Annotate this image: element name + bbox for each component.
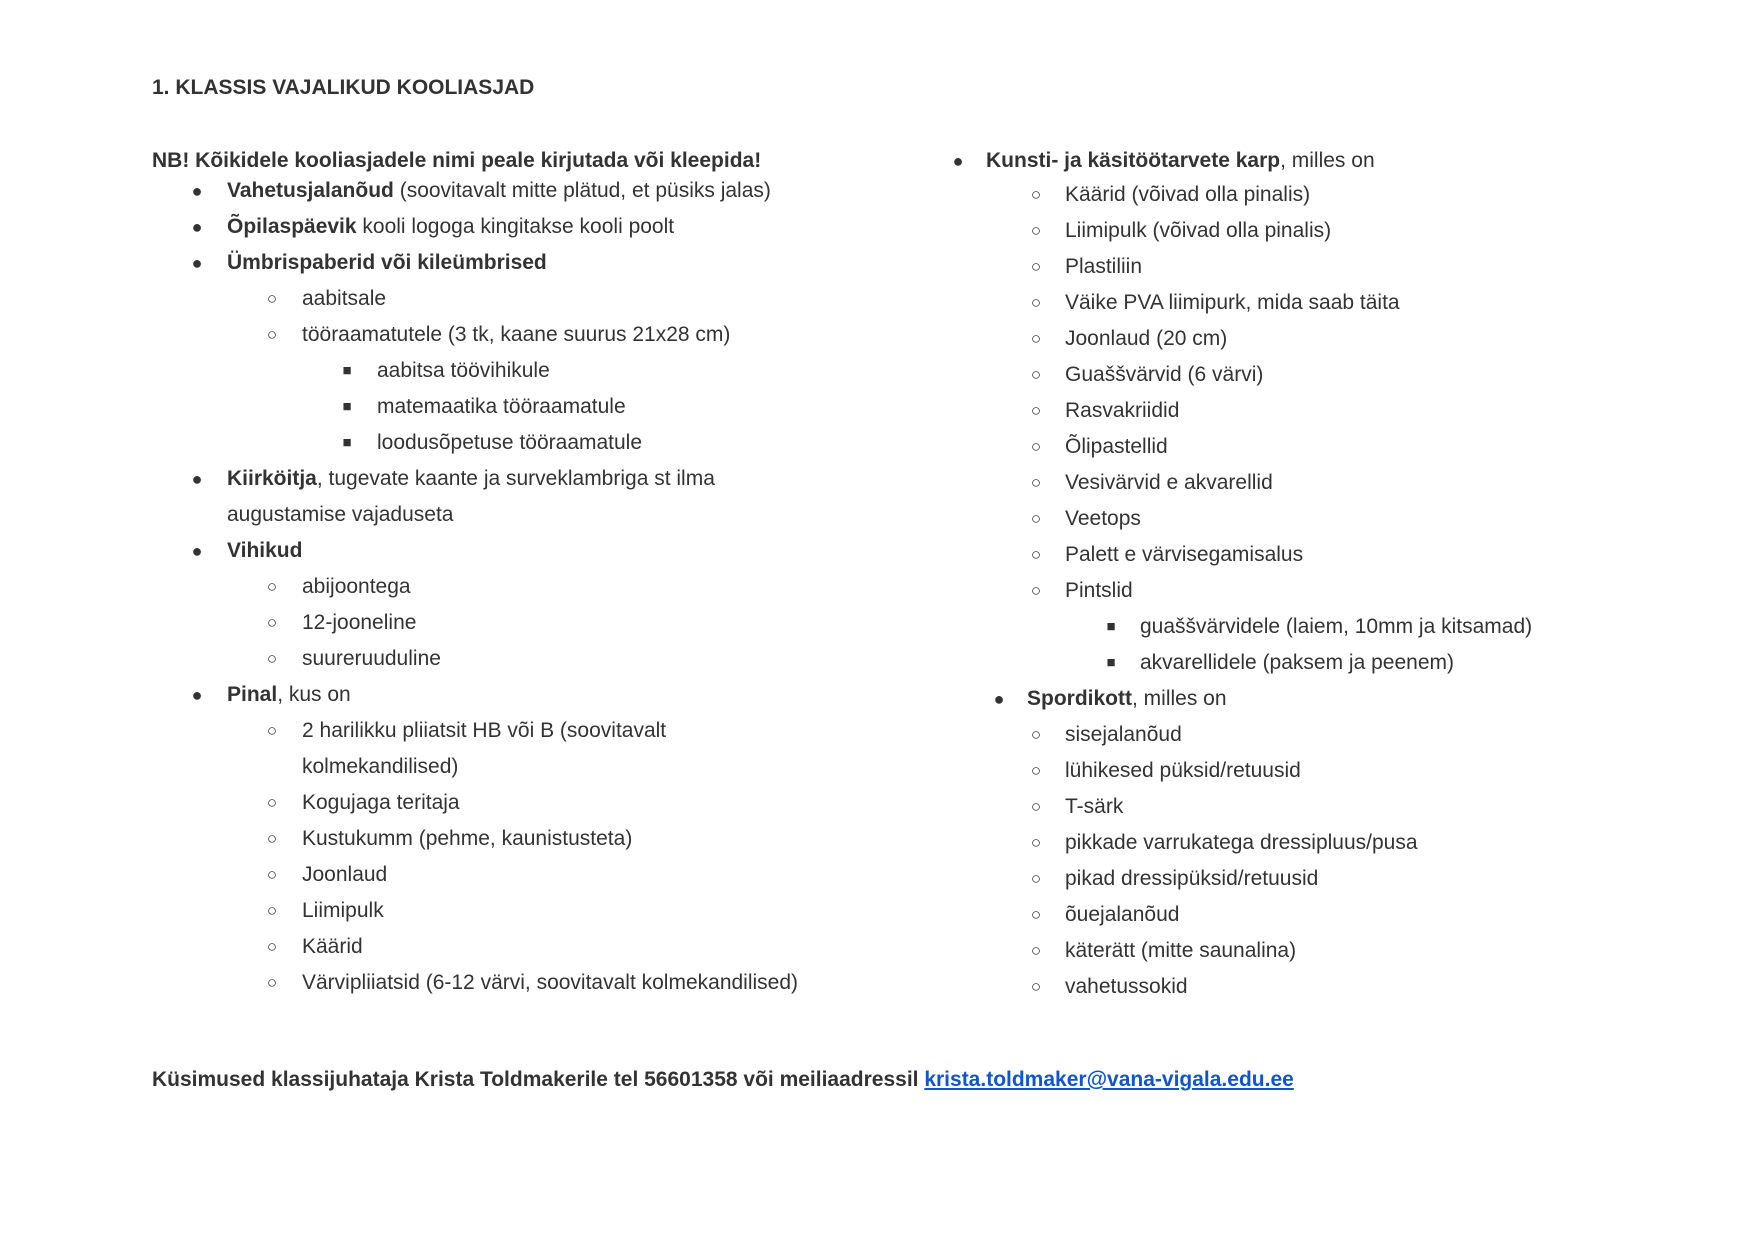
list-item: [152, 209, 952, 245]
left-column: [152, 145, 952, 1001]
item-text: loodusõpetuse tööraamatule: [377, 431, 643, 454]
list-item: [152, 461, 952, 497]
item-text: Liimipulk (võivad olla pinalis): [1065, 219, 1332, 242]
item-label: Kunsti- ja käsitöötarvete karp: [986, 149, 1281, 172]
item-text: Guaššvärvid (6 värvi): [1065, 363, 1264, 386]
circle-bullet-icon: ○: [1030, 329, 1042, 348]
circle-bullet-icon: ○: [266, 973, 278, 992]
item-text: , milles on: [1280, 149, 1375, 172]
list-item: [152, 605, 952, 641]
item-text: (soovitavalt mitte plätud, et püsiks jalas): [393, 179, 771, 202]
list-item: [152, 857, 952, 893]
item-text: abijoontega: [302, 575, 411, 598]
list-item: [152, 677, 952, 713]
circle-bullet-icon: ○: [266, 793, 278, 812]
item-text: Rasvakriidid: [1065, 399, 1180, 422]
note-text: NB! Kõikidele kooliasjadele nimi peale kirjutada või kleepida!: [152, 149, 762, 172]
circle-bullet-icon: ○: [266, 937, 278, 956]
item-text: tööraamatutele (3 tk, kaane suurus 21x28 cm): [302, 323, 731, 346]
list-item: [152, 929, 952, 965]
list-item: [152, 785, 952, 821]
list-item: [152, 965, 952, 1001]
item-text: 12-jooneline: [302, 611, 417, 634]
bullet-icon: ●: [191, 253, 203, 273]
right-column: [948, 145, 1728, 1005]
square-bullet-icon: ■: [342, 398, 352, 415]
list-item: [948, 645, 1728, 681]
list-item: [948, 897, 1728, 933]
list-item: [152, 569, 952, 605]
list-item: [948, 789, 1728, 825]
item-text: Õlipastellid: [1065, 435, 1168, 458]
list-item: [152, 281, 952, 317]
list-item: [152, 821, 952, 857]
list-item: [948, 501, 1728, 537]
list-item: [152, 713, 952, 749]
item-text: Vesivärvid e akvarellid: [1065, 471, 1273, 494]
bullet-icon: ●: [191, 181, 203, 201]
item-text: Käärid (võivad olla pinalis): [1065, 183, 1311, 206]
list-item: [948, 969, 1728, 1005]
list-item: [152, 317, 952, 353]
item-label: Õpilaspäevik: [227, 215, 357, 238]
list-item: [948, 213, 1728, 249]
circle-bullet-icon: ○: [1030, 905, 1042, 924]
circle-bullet-icon: ○: [1030, 401, 1042, 420]
list-item: [152, 893, 952, 929]
item-text: Pintslid: [1065, 579, 1133, 602]
list-item: [948, 143, 1728, 177]
item-label: Spordikott: [1027, 687, 1132, 710]
bullet-icon: ●: [191, 469, 203, 489]
circle-bullet-icon: ○: [1030, 437, 1042, 456]
item-text: aabitsa töövihikule: [377, 359, 550, 382]
circle-bullet-icon: ○: [266, 289, 278, 308]
square-bullet-icon: ■: [342, 362, 352, 379]
item-text: Joonlaud: [302, 863, 388, 886]
contact-text: Küsimused klassijuhataja Krista Toldmakerile tel 56601358 või meiliaadressil: [152, 1068, 925, 1091]
list-item: [948, 609, 1728, 645]
item-label: Kiirköitja: [227, 467, 317, 490]
bullet-icon: ●: [191, 217, 203, 237]
item-text: Veetops: [1065, 507, 1141, 530]
item-text: Liimipulk: [302, 899, 384, 922]
square-bullet-icon: ■: [1106, 654, 1116, 671]
list-item-continuation: [152, 749, 952, 785]
square-bullet-icon: ■: [342, 434, 352, 451]
circle-bullet-icon: ○: [1030, 977, 1042, 996]
item-text: Käärid: [302, 935, 363, 958]
item-text: sisejalanõud: [1065, 723, 1182, 746]
circle-bullet-icon: ○: [266, 577, 278, 596]
item-text: käterätt (mitte saunalina): [1065, 939, 1297, 962]
item-text: pikkade varrukatega dressipluus/pusa: [1065, 831, 1418, 854]
circle-bullet-icon: ○: [1030, 221, 1042, 240]
item-text: vahetussokid: [1065, 975, 1188, 998]
circle-bullet-icon: ○: [1030, 581, 1042, 600]
list-item: [948, 285, 1728, 321]
circle-bullet-icon: ○: [266, 901, 278, 920]
item-label: Ümbrispaberid või kileümbrised: [227, 251, 547, 274]
list-item: [152, 425, 952, 461]
item-text: Plastiliin: [1065, 255, 1143, 278]
list-item: [152, 353, 952, 389]
item-text: lühikesed püksid/retuusid: [1065, 759, 1301, 782]
item-text: suureruuduline: [302, 647, 441, 670]
circle-bullet-icon: ○: [1030, 797, 1042, 816]
item-text: Kustukumm (pehme, kaunistusteta): [302, 827, 633, 850]
item-text: Kogujaga teritaja: [302, 791, 460, 814]
list-item: [948, 681, 1728, 717]
circle-bullet-icon: ○: [266, 865, 278, 884]
list-item: [948, 465, 1728, 501]
list-item: [152, 173, 952, 209]
circle-bullet-icon: ○: [266, 613, 278, 632]
circle-bullet-icon: ○: [1030, 293, 1042, 312]
item-text: pikad dressipüksid/retuusid: [1065, 867, 1319, 890]
list-item: [948, 249, 1728, 285]
item-text: Värvipliiatsid (6-12 värvi, soovitavalt kolmekandilised): [302, 971, 799, 994]
list-item: [948, 717, 1728, 753]
item-text: Joonlaud (20 cm): [1065, 327, 1228, 350]
list-item: [152, 389, 952, 425]
list-item: [948, 393, 1728, 429]
list-item: [948, 573, 1728, 609]
item-text: T-särk: [1065, 795, 1124, 818]
item-text: kolmekandilised): [302, 755, 459, 778]
circle-bullet-icon: ○: [266, 649, 278, 668]
bullet-icon: ●: [191, 685, 203, 705]
item-label: Vihikud: [227, 539, 303, 562]
item-text: 2 harilikku pliiatsit HB või B (soovitavalt: [302, 719, 667, 742]
bullet-icon: ●: [993, 689, 1005, 709]
list-item-continuation: [152, 497, 952, 533]
item-text: akvarellidele (paksem ja peenem): [1140, 651, 1454, 674]
circle-bullet-icon: ○: [1030, 869, 1042, 888]
list-item: [948, 753, 1728, 789]
item-text: augustamise vajaduseta: [227, 503, 454, 526]
list-item: [948, 933, 1728, 969]
circle-bullet-icon: ○: [1030, 473, 1042, 492]
circle-bullet-icon: ○: [1030, 365, 1042, 384]
list-item: [948, 429, 1728, 465]
list-item: [948, 177, 1728, 213]
bullet-icon: ●: [191, 541, 203, 561]
item-text: Palett e värvisegamisalus: [1065, 543, 1304, 566]
item-text: guaššvärvidele (laiem, 10mm ja kitsamad): [1140, 615, 1533, 638]
list-item: [948, 537, 1728, 573]
item-text: kooli logoga kingitakse kooli poolt: [356, 215, 675, 238]
item-text: , tugevate kaante ja surveklambriga st ilma: [316, 467, 715, 490]
email-link[interactable]: krista.toldmaker@vana-vigala.edu.ee: [924, 1068, 1294, 1091]
circle-bullet-icon: ○: [266, 829, 278, 848]
item-text: õuejalanõud: [1065, 903, 1180, 926]
item-text: Väike PVA liimipurk, mida saab täita: [1065, 291, 1400, 314]
item-label: Pinal: [227, 683, 278, 706]
list-item: [948, 357, 1728, 393]
circle-bullet-icon: ○: [1030, 185, 1042, 204]
list-item: [948, 861, 1728, 897]
list-item: [948, 321, 1728, 357]
item-text: , milles on: [1132, 687, 1227, 710]
item-label: Vahetusjalanõud: [227, 179, 394, 202]
circle-bullet-icon: ○: [1030, 509, 1042, 528]
page-title: 1. KLASSIS VAJALIKUD KOOLIASJAD: [152, 76, 535, 99]
circle-bullet-icon: ○: [1030, 941, 1042, 960]
circle-bullet-icon: ○: [1030, 761, 1042, 780]
list-item: [152, 245, 952, 281]
circle-bullet-icon: ○: [1030, 545, 1042, 564]
list-item: [152, 641, 952, 677]
circle-bullet-icon: ○: [1030, 725, 1042, 744]
circle-bullet-icon: ○: [1030, 833, 1042, 852]
list-item: [948, 825, 1728, 861]
item-text: , kus on: [277, 683, 351, 706]
list-item: [152, 533, 952, 569]
circle-bullet-icon: ○: [266, 721, 278, 740]
bullet-icon: ●: [952, 151, 964, 171]
circle-bullet-icon: ○: [266, 325, 278, 344]
circle-bullet-icon: ○: [1030, 257, 1042, 276]
contact-footer: [152, 1068, 1294, 1092]
item-text: matemaatika tööraamatule: [377, 395, 626, 418]
item-text: aabitsale: [302, 287, 387, 310]
square-bullet-icon: ■: [1106, 618, 1116, 635]
